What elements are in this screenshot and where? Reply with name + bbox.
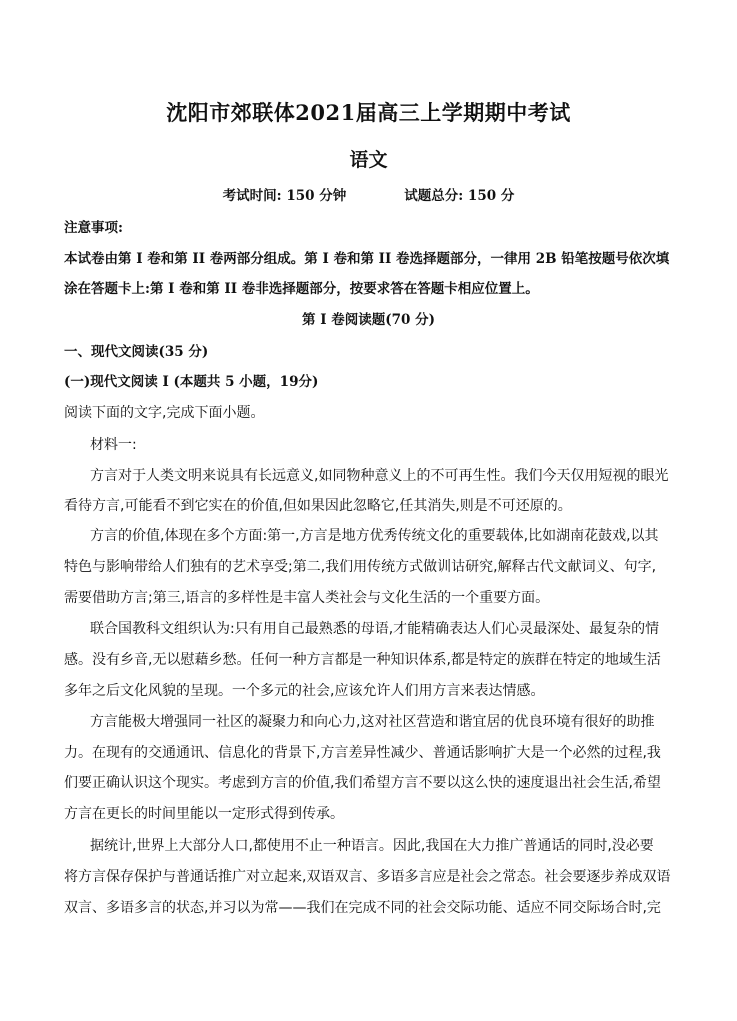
part-title: 第 I 卷阅读题(70 分) — [302, 312, 435, 328]
passage-line: 据统计,世界上大部分人口,都使用不止一种语言。因此,我国在大力推广普通话的同时,没必要 — [90, 838, 654, 854]
exam-meta — [0, 184, 737, 204]
notes-line-2: 涂在答题卡上:第 I 卷和第 II 卷非选择题部分，按要求答在答题卡相应位置上。 — [64, 281, 539, 297]
exam-title: 沈阳市郊联体2021届高三上学期期中考试 — [166, 100, 571, 125]
passage-line: 特色与影响带给人们独有的艺术享受;第二,我们用传统方式做训诂研究,解释古代文献词义、句字, — [64, 559, 657, 575]
passage-line: 联合国教科文组织认为:只有用自己最熟悉的母语,才能精确表达人们心灵最深处、最复杂的情 — [90, 621, 660, 637]
passage-line: 方言对于人类文明来说具有长远意义,如同物种意义上的不可再生性。我们今天仅用短视的眼光 — [90, 468, 669, 484]
exam-total-score: 试题总分: 150 分 — [404, 188, 515, 204]
material-label: 材料一: — [90, 437, 137, 453]
notes-heading: 注意事项: — [64, 220, 123, 236]
passage-line: 将方言保存保护与普通话推广对立起来,双语双言、多语多言应是社会之常态。社会要逐步养成双语 — [64, 869, 671, 885]
passage-line: 看待方言,可能看不到它实在的价值,但如果因此忽略它,任其消失,则是不可还原的。 — [64, 498, 572, 514]
subject-title: 语文 — [349, 149, 388, 171]
passage-line: 力。在现有的交通通讯、信息化的背景下,方言差异性减少、普通话影响扩大是一个必然的过程,我 — [64, 745, 661, 761]
passage-line: 需要借助方言;第三,语言的多样性是丰富人类社会与文化生活的一个重要方面。 — [64, 590, 550, 606]
section-heading: 一、现代文阅读(35 分) — [64, 344, 209, 360]
passage-line: 方言的价值,体现在多个方面:第一,方言是地方优秀传统文化的重要载体,比如湖南花鼓戏,以其 — [90, 528, 659, 544]
passage-line: 双言、多语多言的状态,并习以为常——我们在完成不同的社会交际功能、适应不同交际场合时,完 — [64, 900, 661, 916]
passage-line: 方言能极大增强同一社区的凝聚力和向心力,这对社区营造和谐宜居的优良环境有很好的助推 — [90, 714, 655, 730]
passage-line: 感。没有乡音,无以慰藉乡愁。任何一种方言都是一种知识体系,都是特定的族群在特定的地域生活 — [64, 652, 661, 668]
passage-line: 多年之后文化风貌的呈现。一个多元的社会,应该允许人们用方言来表达情感。 — [64, 683, 545, 699]
reading-instruction: 阅读下面的文字,完成下面小题。 — [64, 405, 265, 421]
subsection-heading: (一)现代文阅读 I (本题共 5 小题，19分) — [64, 374, 319, 390]
passage-line: 们要正确认识这个现实。考虑到方言的价值,我们希望方言不要以这么快的速度退出社会生活,希望 — [64, 775, 661, 791]
notes-line-1: 本试卷由第 I 卷和第 II 卷两部分组成。第 I 卷和第 II 卷选择题部分，一律用 2B 铅笔按题号依次填 — [64, 251, 670, 267]
exam-time: 考试时间: 150 分钟 — [222, 188, 347, 204]
passage-line: 方言在更长的时间里能以一定形式得到传承。 — [64, 806, 344, 822]
